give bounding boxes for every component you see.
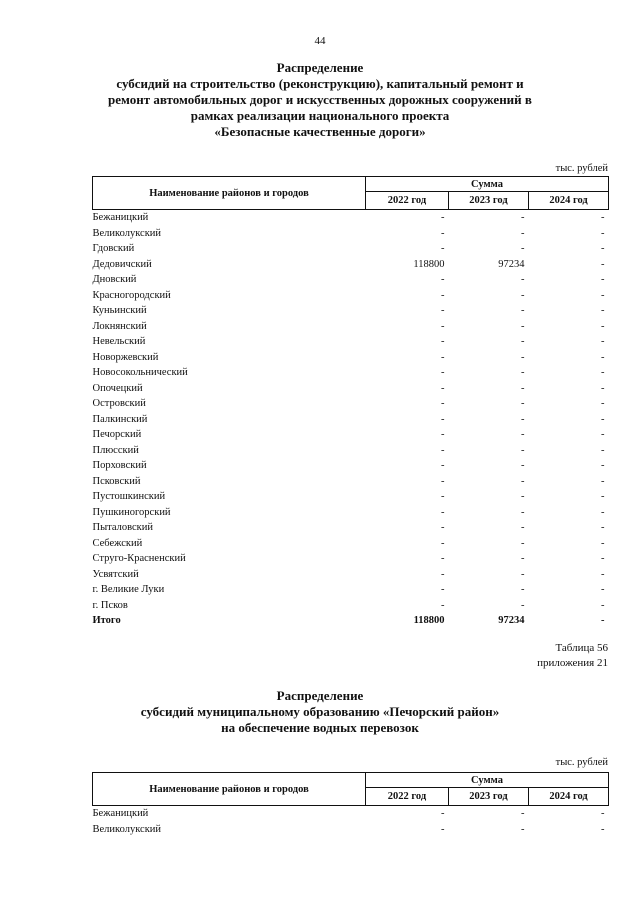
column-header-year: 2023 год [449, 788, 529, 806]
table-row [93, 489, 609, 505]
section1-title-line: ремонт автомобильных дорог и искусственных дорожных сооружений в [108, 92, 532, 107]
row-name: Порховский [92, 460, 147, 471]
row-value: - [601, 305, 605, 316]
row-value: - [601, 537, 605, 549]
row-name: Островский [92, 398, 146, 409]
table-row [93, 334, 609, 350]
section1-title-line: субсидий на строительство (реконструкцию), капитальный ремонт и [116, 76, 524, 91]
row-value: - [441, 808, 445, 819]
row-name: г. Великие Луки [92, 584, 165, 595]
row-name: Локнянский [92, 320, 147, 332]
row-value: - [601, 823, 605, 835]
row-value: - [521, 227, 525, 239]
row-value: - [601, 382, 605, 394]
row-value: - [441, 289, 445, 301]
row-value: - [441, 413, 445, 425]
row-value: - [601, 351, 605, 363]
row-value: - [521, 823, 525, 835]
table-row [93, 443, 609, 459]
table-row [93, 551, 609, 567]
section2-title-line: на обеспечение водных перевозок [221, 720, 419, 735]
row-value: - [521, 537, 525, 549]
row-name: Усвятский [92, 568, 139, 580]
row-value: - [601, 506, 605, 518]
row-value: - [601, 522, 605, 533]
section2-title-line: субсидий муниципальному образованию «Печорский район» [140, 704, 500, 719]
table-row [93, 241, 609, 257]
row-value: 97234 [498, 258, 525, 270]
row-value: - [521, 522, 525, 533]
table-note-number: Таблица 56 [555, 642, 608, 654]
row-value: - [601, 274, 605, 285]
row-value: - [521, 274, 525, 285]
row-value: - [441, 568, 445, 580]
row-name: Плюсский [92, 444, 139, 456]
row-value: - [601, 429, 605, 440]
row-value: - [521, 444, 525, 456]
row-name: Дновский [92, 274, 137, 285]
row-value: - [441, 227, 445, 239]
row-value: - [521, 382, 525, 394]
row-value: - [601, 367, 605, 378]
table-row [93, 210, 609, 226]
table-row [93, 458, 609, 474]
table-row [93, 427, 609, 443]
row-value: - [521, 568, 525, 580]
column-header-year: 2022 год [366, 192, 449, 210]
table-row [93, 226, 609, 242]
row-value: - [441, 320, 445, 332]
table-row [93, 381, 609, 397]
row-value: - [521, 336, 525, 347]
row-value: - [521, 808, 525, 819]
row-name: Пушкиногорский [92, 506, 171, 518]
table-row [93, 822, 609, 838]
row-value: - [601, 599, 605, 611]
table-row [93, 257, 609, 273]
row-value: - [441, 336, 445, 347]
row-value: - [521, 506, 525, 518]
table-row [93, 520, 609, 536]
row-value: - [601, 568, 605, 580]
row-value: - [441, 212, 445, 223]
row-value: - [601, 553, 605, 564]
row-value: - [521, 320, 525, 332]
row-name: Гдовский [92, 243, 135, 254]
table-note [537, 641, 608, 671]
row-value: - [441, 429, 445, 440]
row-value: - [601, 444, 605, 456]
row-value: - [441, 506, 445, 518]
section1-unit-label: тыс. рублей [555, 163, 608, 174]
row-value: - [601, 320, 605, 332]
row-value: - [441, 243, 445, 254]
table-row [93, 396, 609, 412]
table-row [93, 474, 609, 490]
row-value: - [521, 429, 525, 440]
row-value: - [601, 460, 605, 471]
table-row [93, 272, 609, 288]
section1-title-line: рамках реализации национального проекта [190, 108, 450, 123]
total-label: Итого [92, 615, 121, 626]
row-name: г. Псков [92, 599, 128, 611]
table-row [93, 598, 609, 614]
section2-table [92, 772, 609, 837]
row-name: Палкинский [92, 413, 148, 425]
row-value: - [601, 243, 605, 254]
row-value: - [521, 553, 525, 564]
row-value: - [521, 212, 525, 223]
total-row [93, 613, 609, 629]
column-header-year: 2024 год [529, 192, 609, 210]
row-value: - [601, 227, 605, 239]
row-name: Великолукский [92, 823, 162, 835]
column-header-name: Наименование районов и городов [93, 773, 366, 806]
row-name: Печорский [92, 429, 142, 440]
row-name: Дедовичский [92, 258, 152, 270]
column-header-sum: Сумма [366, 177, 609, 192]
row-name: Великолукский [92, 227, 162, 239]
row-value: - [441, 584, 445, 595]
row-value: - [521, 398, 525, 409]
row-value: - [601, 258, 605, 270]
section1-title [0, 60, 640, 140]
row-value: - [441, 553, 445, 564]
row-value: - [441, 444, 445, 456]
row-value: - [601, 398, 605, 409]
row-value: - [441, 823, 445, 835]
row-value: - [441, 537, 445, 549]
row-name: Новоржевский [92, 351, 159, 363]
row-value: - [441, 367, 445, 378]
section1-table-body [93, 210, 609, 629]
table-row [93, 567, 609, 583]
section2-title-line: Распределение [276, 688, 364, 703]
row-value: - [601, 475, 605, 487]
table-row [93, 288, 609, 304]
table-row [93, 365, 609, 381]
row-name: Невельский [92, 336, 146, 347]
table-row [93, 319, 609, 335]
row-value: - [601, 491, 605, 502]
page-number: 44 [314, 35, 326, 47]
row-value: - [521, 460, 525, 471]
row-value: - [601, 289, 605, 301]
row-value: - [601, 336, 605, 347]
table-note-appendix: приложения 21 [537, 657, 608, 669]
table-row [93, 582, 609, 598]
row-name: Куньинский [92, 305, 147, 316]
column-header-name: Наименование районов и городов [93, 177, 366, 210]
row-value: - [601, 584, 605, 595]
row-name: Красногородский [92, 289, 171, 301]
row-value: - [521, 584, 525, 595]
table-row [93, 303, 609, 319]
row-value: - [441, 475, 445, 487]
row-value: - [441, 382, 445, 394]
row-name: Струго-Красненский [92, 553, 186, 564]
total-value: 118800 [413, 615, 445, 626]
row-name: Новосокольнический [92, 367, 188, 378]
column-header-year: 2022 год [366, 788, 449, 806]
row-name: Псковский [92, 475, 141, 487]
row-value: - [441, 351, 445, 363]
table-row [93, 412, 609, 428]
row-value: - [601, 808, 605, 819]
row-value: - [521, 475, 525, 487]
row-value: - [521, 413, 525, 425]
total-value: 97234 [498, 615, 525, 626]
column-header-sum: Сумма [366, 773, 609, 788]
row-name: Опочецкий [92, 382, 143, 394]
total-value: - [601, 615, 605, 626]
row-name: Бежаницкий [92, 808, 149, 819]
row-value: - [441, 274, 445, 285]
column-header-year: 2023 год [449, 192, 529, 210]
section2-table-body [93, 806, 609, 838]
table-row [93, 806, 609, 822]
section2-unit-label: тыс. рублей [555, 757, 608, 768]
row-value: - [441, 398, 445, 409]
row-value: - [521, 243, 525, 254]
row-value: - [521, 305, 525, 316]
row-name: Пыталовский [92, 522, 153, 533]
row-value: - [521, 367, 525, 378]
row-value: - [441, 305, 445, 316]
row-name: Бежаницкий [92, 212, 149, 223]
section2-title [0, 688, 640, 736]
row-value: - [521, 351, 525, 363]
row-value: - [521, 289, 525, 301]
row-value: - [521, 599, 525, 611]
table-row [93, 536, 609, 552]
row-value: - [521, 491, 525, 502]
row-name: Пустошкинский [92, 491, 166, 502]
section1-table [92, 176, 609, 629]
row-value: - [441, 491, 445, 502]
section1-title-line: Распределение [276, 60, 364, 75]
section1-title-line: «Безопасные качественные дороги» [214, 124, 426, 139]
table-row [93, 505, 609, 521]
row-value: - [601, 413, 605, 425]
row-value: - [441, 522, 445, 533]
table-row [93, 350, 609, 366]
row-value: - [441, 599, 445, 611]
row-value: 118800 [413, 258, 445, 270]
row-name: Себежский [92, 537, 143, 549]
column-header-year: 2024 год [529, 788, 609, 806]
row-value: - [441, 460, 445, 471]
row-value: - [601, 212, 605, 223]
